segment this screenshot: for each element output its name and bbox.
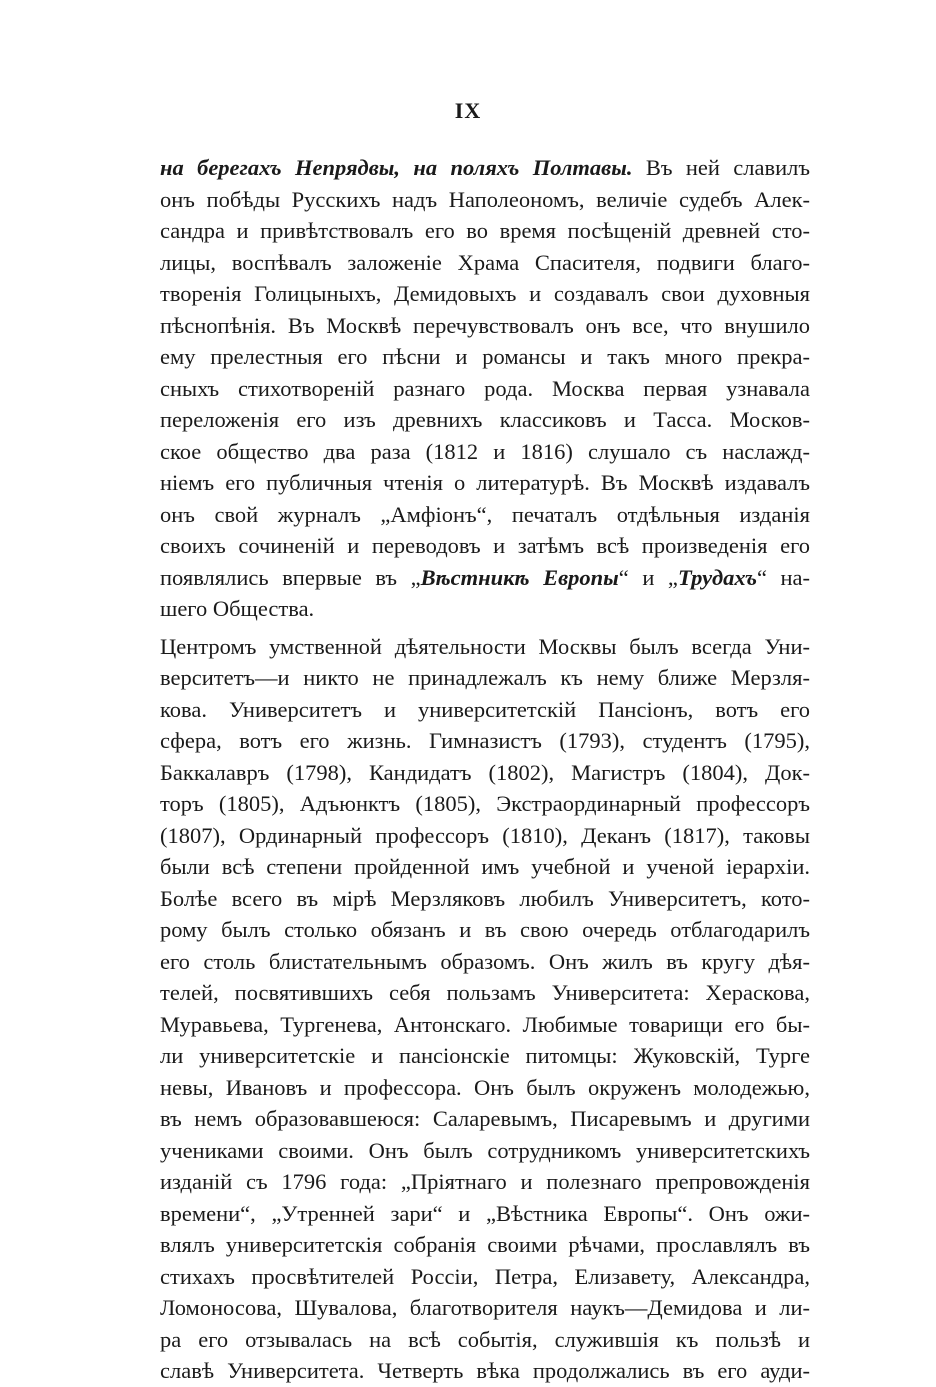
text-segment: изданій съ 1796 года: „Пріятнаго и полезнаго препровожденія	[160, 1169, 810, 1194]
text-segment: (1807), Ординарный профессоръ (1810), Деканъ (1817), таковы	[160, 822, 810, 848]
text-line	[160, 247, 810, 279]
text-segment: пѣснопѣнія. Въ Москвѣ перечувствовалъ онъ все, что внушило	[160, 312, 810, 338]
italic-text-segment: на берегахъ Непрядвы, на поляхъ Полтавы.	[160, 155, 633, 180]
text-segment: рому былъ столько обязанъ и въ свою очередь отблагодарилъ	[160, 917, 810, 942]
text-segment: онъ побѣды Русскихъ надъ Наполеономъ, величіе судебъ Алек-	[160, 186, 810, 212]
text-segment: лицы, воспѣвалъ заложеніе Храма Спасителя, подвиги благо-	[160, 249, 810, 275]
page-number: IX	[454, 98, 482, 123]
text-segment: ское общество два раза (1812 и 1816) слушало съ наслажд-	[160, 438, 810, 464]
text-segment: учениками своими. Онъ былъ сотрудникомъ университетскихъ	[160, 1137, 810, 1163]
text-segment: шего Общества.	[160, 596, 315, 621]
body-text	[160, 152, 810, 1387]
text-segment: были всѣ степени пройденной имъ учебной и ученой іерархіи.	[160, 854, 810, 879]
text-line	[160, 1324, 810, 1356]
text-line	[160, 467, 810, 499]
text-line	[160, 883, 810, 915]
text-segment: ли университетскіе и пансіонскіе питомцы: Жуковскій, Турге	[160, 1043, 810, 1068]
text-segment: переложенія его изъ древнихъ классиковъ и Тасса. Москов-	[160, 407, 810, 432]
text-line	[160, 184, 810, 216]
text-segment: ему прелестныя его пѣсни и романсы и такъ много прекра-	[160, 344, 810, 369]
text-line	[160, 820, 810, 852]
text-line	[160, 788, 810, 820]
text-line	[160, 593, 810, 625]
text-segment: сфера, вотъ его жизнь. Гимназистъ (1793), студентъ (1795),	[160, 728, 810, 753]
text-line	[160, 946, 810, 978]
text-segment: онъ свой журналъ „Амфіонъ“, печаталъ отдѣльныя изданія	[160, 501, 810, 527]
text-line	[160, 373, 810, 405]
text-line	[160, 1135, 810, 1167]
text-segment: кова. Университетъ и университетскій Пансіонъ, вотъ его	[160, 696, 810, 722]
text-segment: Ломоносова, Шувалова, благотворителя наукъ—Демидова и ли-	[160, 1295, 810, 1320]
text-segment: времени“, „Утренней зари“ и „Вѣстника Европы“. Онъ ожи-	[160, 1200, 810, 1226]
text-segment: въ немъ образовавшеюся: Саларевымъ, Писаревымъ и другими	[160, 1106, 810, 1131]
italic-text-segment: Трудахъ	[677, 564, 757, 590]
text-line	[160, 310, 810, 342]
text-segment: Болѣе всего въ мірѣ Мерзляковъ любилъ Университетъ, кото-	[160, 885, 810, 911]
text-line	[160, 341, 810, 373]
text-segment: торъ (1805), Адъюнктъ (1805), Экстраординарный профессоръ	[160, 791, 810, 816]
text-line	[160, 215, 810, 247]
text-segment: “ и „	[618, 564, 678, 590]
text-segment: верситетъ—и никто не принадлежалъ къ нему ближе Мерзля-	[160, 665, 810, 690]
text-line	[160, 851, 810, 883]
text-segment: телей, посвятившихъ себя пользамъ Университета: Хераскова,	[160, 980, 810, 1005]
paragraph	[160, 631, 810, 1387]
text-line	[160, 436, 810, 468]
text-line	[160, 631, 810, 663]
text-segment: Баккалавръ (1798), Кандидатъ (1802), Магистръ (1804), Док-	[160, 759, 810, 785]
text-line	[160, 694, 810, 726]
paragraph	[160, 152, 810, 625]
text-line	[160, 1040, 810, 1072]
text-segment: Муравьева, Тургенева, Антонскаго. Любимые товарищи его бы-	[160, 1011, 810, 1037]
text-line	[160, 1229, 810, 1261]
text-line	[160, 662, 810, 694]
text-line	[160, 1009, 810, 1041]
text-segment: своихъ сочиненій и переводовъ и затѣмъ всѣ произведенія его	[160, 533, 810, 558]
text-line	[160, 1261, 810, 1293]
text-line	[160, 1103, 810, 1135]
text-segment: ніемъ его публичныя чтенія о литературѣ. Въ Москвѣ издавалъ	[160, 470, 810, 495]
text-segment: его столь блистательнымъ образомъ. Онъ жилъ въ кругу дѣя-	[160, 948, 810, 974]
text-line	[160, 530, 810, 562]
text-segment: Въ ней славилъ	[632, 155, 810, 180]
text-line	[160, 278, 810, 310]
text-line	[160, 1166, 810, 1198]
text-line	[160, 499, 810, 531]
text-line	[160, 404, 810, 436]
text-segment: стихахъ просвѣтителей Россіи, Петра, Елизавету, Александра,	[160, 1263, 810, 1289]
text-line	[160, 757, 810, 789]
text-segment: невы, Ивановъ и профессора. Онъ былъ окруженъ молодежью,	[160, 1074, 810, 1100]
text-line	[160, 1292, 810, 1324]
text-line	[160, 1072, 810, 1104]
text-segment: влялъ университетскія собранія своими рѣчами, прославлялъ въ	[160, 1232, 810, 1257]
text-line	[160, 152, 810, 184]
text-line	[160, 725, 810, 757]
text-segment: Центромъ умственной дѣятельности Москвы былъ всегда Уни-	[160, 633, 810, 659]
text-segment: ра его отзывалась на всѣ событія, служившія къ пользѣ и	[160, 1326, 810, 1352]
text-segment: появлялись впервые въ „	[160, 564, 421, 590]
text-line	[160, 914, 810, 946]
text-line	[160, 1198, 810, 1230]
text-line	[160, 1355, 810, 1387]
text-segment: творенія Голицыныхъ, Демидовыхъ и создавалъ свои духовныя	[160, 281, 810, 306]
text-segment: сандра и привѣтствовалъ его во время посѣщеній древней сто-	[160, 218, 810, 243]
text-segment: сныхъ стихотвореній разнаго рода. Москва первая узнавала	[160, 375, 810, 401]
text-line	[160, 562, 810, 594]
italic-text-segment: Вѣстникѣ Европы	[420, 564, 619, 590]
text-segment: славѣ Университета. Четверть вѣка продолжались въ его ауди-	[160, 1358, 810, 1383]
text-segment: “ на-	[756, 564, 811, 590]
text-line	[160, 977, 810, 1009]
